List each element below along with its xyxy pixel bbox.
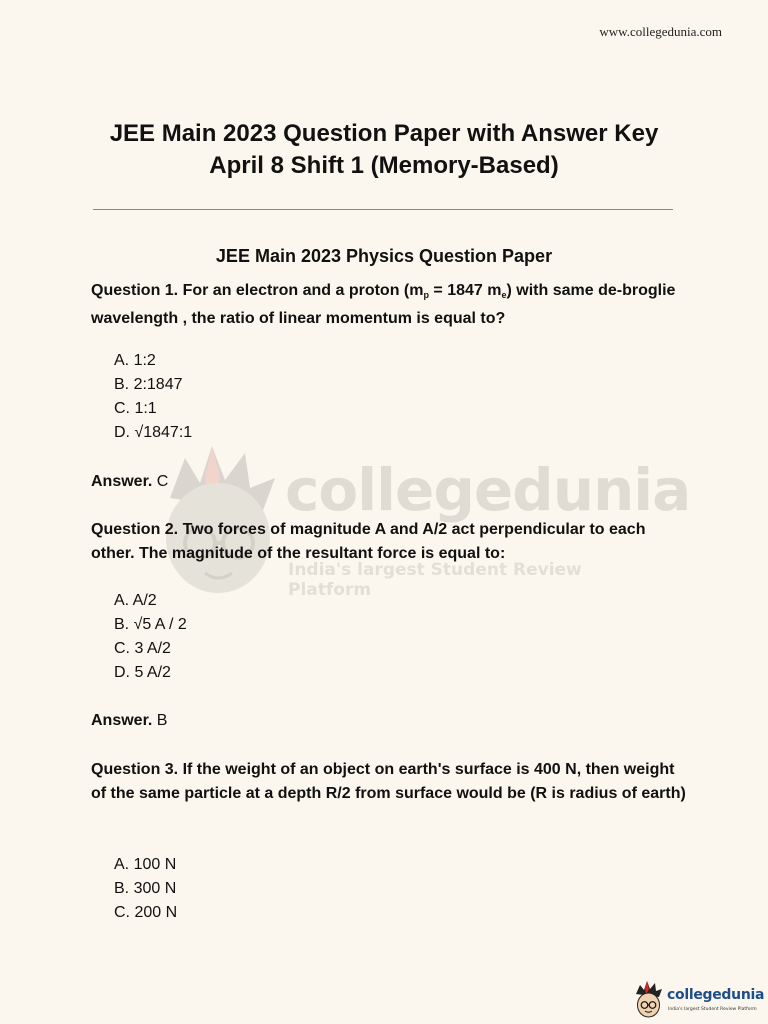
answer-label: Answer. (91, 473, 153, 490)
option: B. √5 A / 2 (114, 616, 187, 633)
title-divider (93, 209, 673, 210)
q1-text-part: = 1847 m (428, 282, 502, 299)
answer-label: Answer. (91, 712, 153, 729)
question-2-answer (91, 709, 167, 733)
q1-subscript-p: p (423, 290, 429, 300)
option: C. 200 N (114, 904, 178, 921)
question-3-options (114, 853, 177, 925)
footer-logo (633, 980, 765, 1020)
answer-value: B (152, 712, 168, 729)
q1-subscript-e: e (501, 290, 507, 300)
option: B. 2:1847 (114, 376, 183, 393)
question-1-answer (91, 470, 168, 494)
answer-value: C (152, 473, 169, 490)
option: B. 300 N (114, 880, 177, 897)
option: A. 100 N (114, 856, 177, 873)
section-title: JEE Main 2023 Physics Question Paper (215, 246, 553, 266)
title-line-2: April 8 Shift 1 (Memory-Based) (209, 152, 559, 179)
title-line-1: JEE Main 2023 Question Paper with Answer Key (109, 120, 659, 147)
q1-text-part: ) with same de-broglie wavelength , the ratio of linear momentum is equal to? (91, 282, 676, 327)
question-2-text: Question 2. Two forces of magnitude A and A/2 act perpendicular to each other. The magnitude of the resultant force is equal to: (91, 521, 646, 562)
option: C. 1:1 (114, 400, 157, 417)
document-title (0, 118, 768, 182)
option: A. 1:2 (114, 352, 156, 369)
option: A. A/2 (114, 592, 157, 609)
site-url[interactable]: www.collegedunia.com (599, 24, 722, 39)
option: D. 5 A/2 (114, 664, 171, 681)
question-1-text (91, 279, 691, 331)
q1-text-part: Question 1. For an electron and a proton (m (91, 282, 424, 299)
question-3-text: Question 3. If the weight of an object on earth's surface is 400 N, then weight of the same particle at a depth R/2 from surface would be (R is radius of earth) (91, 761, 686, 802)
mascot-logo-icon (633, 980, 665, 1020)
watermark-brand: collegedunia (285, 456, 691, 524)
question-2-options (114, 589, 187, 685)
footer-brand: collegedunia (667, 987, 765, 1003)
option: C. 3 A/2 (114, 640, 171, 657)
option: D. √1847:1 (114, 424, 193, 441)
question-1-options (114, 349, 192, 445)
watermark-tagline: India's largest Student Review Platform (288, 560, 582, 600)
footer-tagline: India's largest Student Review Platform (668, 1007, 757, 1012)
